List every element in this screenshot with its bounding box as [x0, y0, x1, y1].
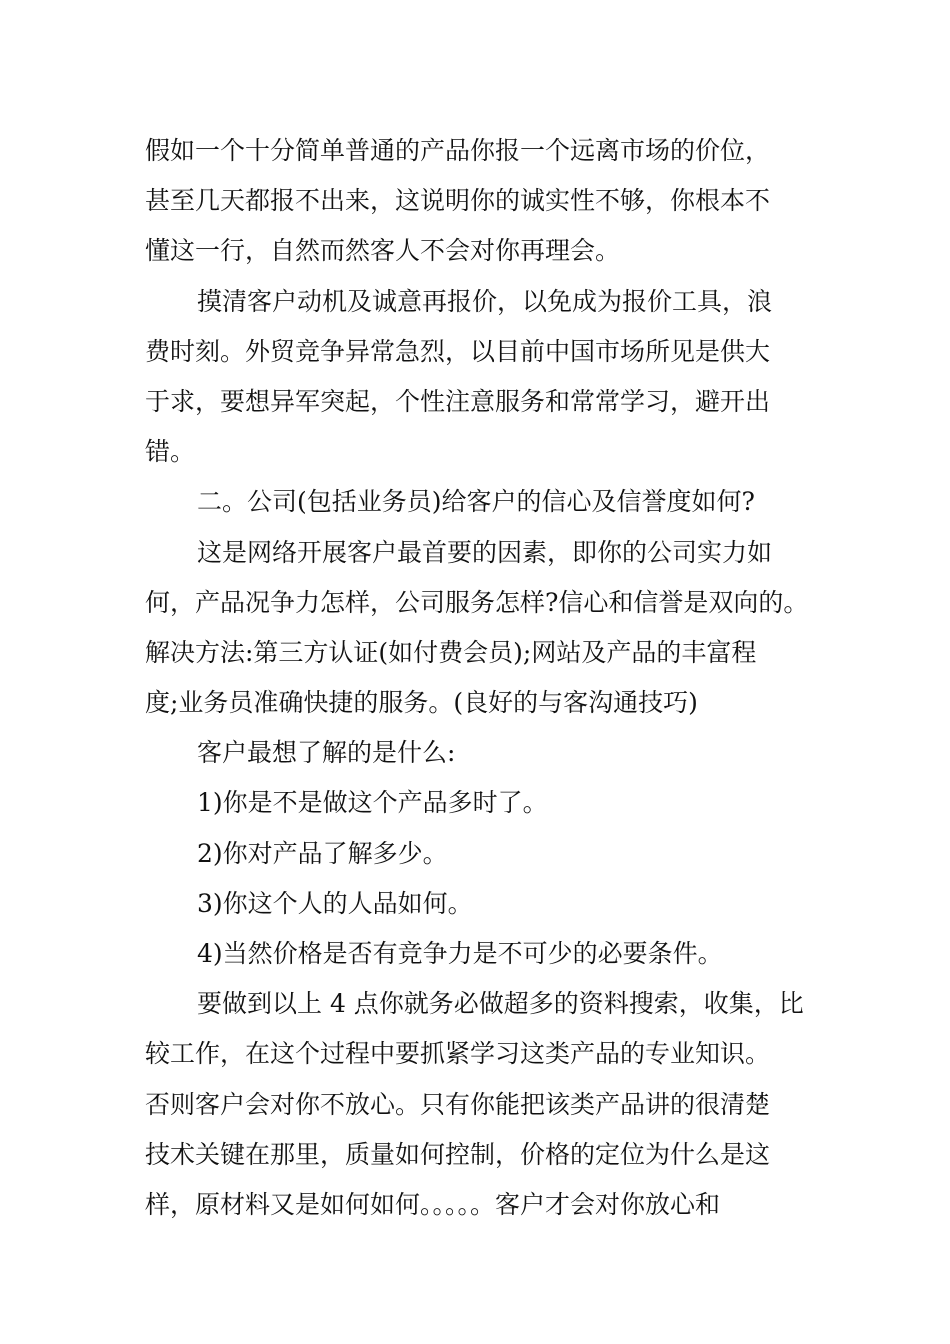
text-line: 技术关键在那里，质量如何控制，价格的定位为什么是这: [145, 1139, 771, 1169]
text-line: 二。公司(包括业务员)给客户的信心及信誉度如何?: [197, 487, 755, 517]
text-line: 4)当然价格是否有竞争力是不可少的必要条件。: [197, 939, 723, 968]
text-line: 费时刻。外贸竞争异常急烈，以目前中国市场所见是供大: [145, 336, 771, 366]
text-line: 这是网络开展客户最首要的因素，即你的公司实力如: [197, 537, 773, 567]
text-line: 假如一个十分简单普通的产品你报一个远离市场的价位，: [145, 136, 771, 165]
text-line: 3)你这个人的人品如何。: [197, 888, 473, 918]
text-line: 摸清客户动机及诚意再报价，以免成为报价工具，浪: [197, 286, 773, 316]
text-line: 于求，要想异军突起，个性注意服务和常常学习，避开出: [145, 386, 771, 416]
text-line: 较工作，在这个过程中要抓紧学习这类产品的专业知识。: [145, 1039, 771, 1069]
text-line: 解决方法:第三方认证(如付费会员);网站及产品的丰富程: [145, 637, 757, 667]
text-line: 1)你是不是做这个产品多时了。: [197, 788, 548, 818]
text-line: 度;业务员准确快捷的服务。(良好的与客沟通技巧): [145, 688, 698, 718]
text-line: 样，原材料又是如何如何。。。。。客户才会对你放心和: [145, 1189, 721, 1219]
text-line: 甚至几天都报不出来，这说明你的诚实性不够，你根本不: [145, 186, 771, 216]
text-line: 何，产品况争力怎样，公司服务怎样?信心和信誉是双向的。: [145, 587, 809, 617]
text-line: 客户最想了解的是什么:: [197, 738, 456, 768]
text-line: 懂这一行，自然而然客人不会对你再理会。: [145, 236, 621, 266]
text-line: 否则客户会对你不放心。只有你能把该类产品讲的很清楚: [145, 1089, 771, 1119]
text-line: 错。: [145, 437, 196, 467]
text-line: 2)你对产品了解多少。: [197, 838, 448, 868]
text-line: 要做到以上 4 点你就务必做超多的资料搜索，收集，比: [197, 989, 804, 1019]
body-text: [145, 126, 815, 1230]
